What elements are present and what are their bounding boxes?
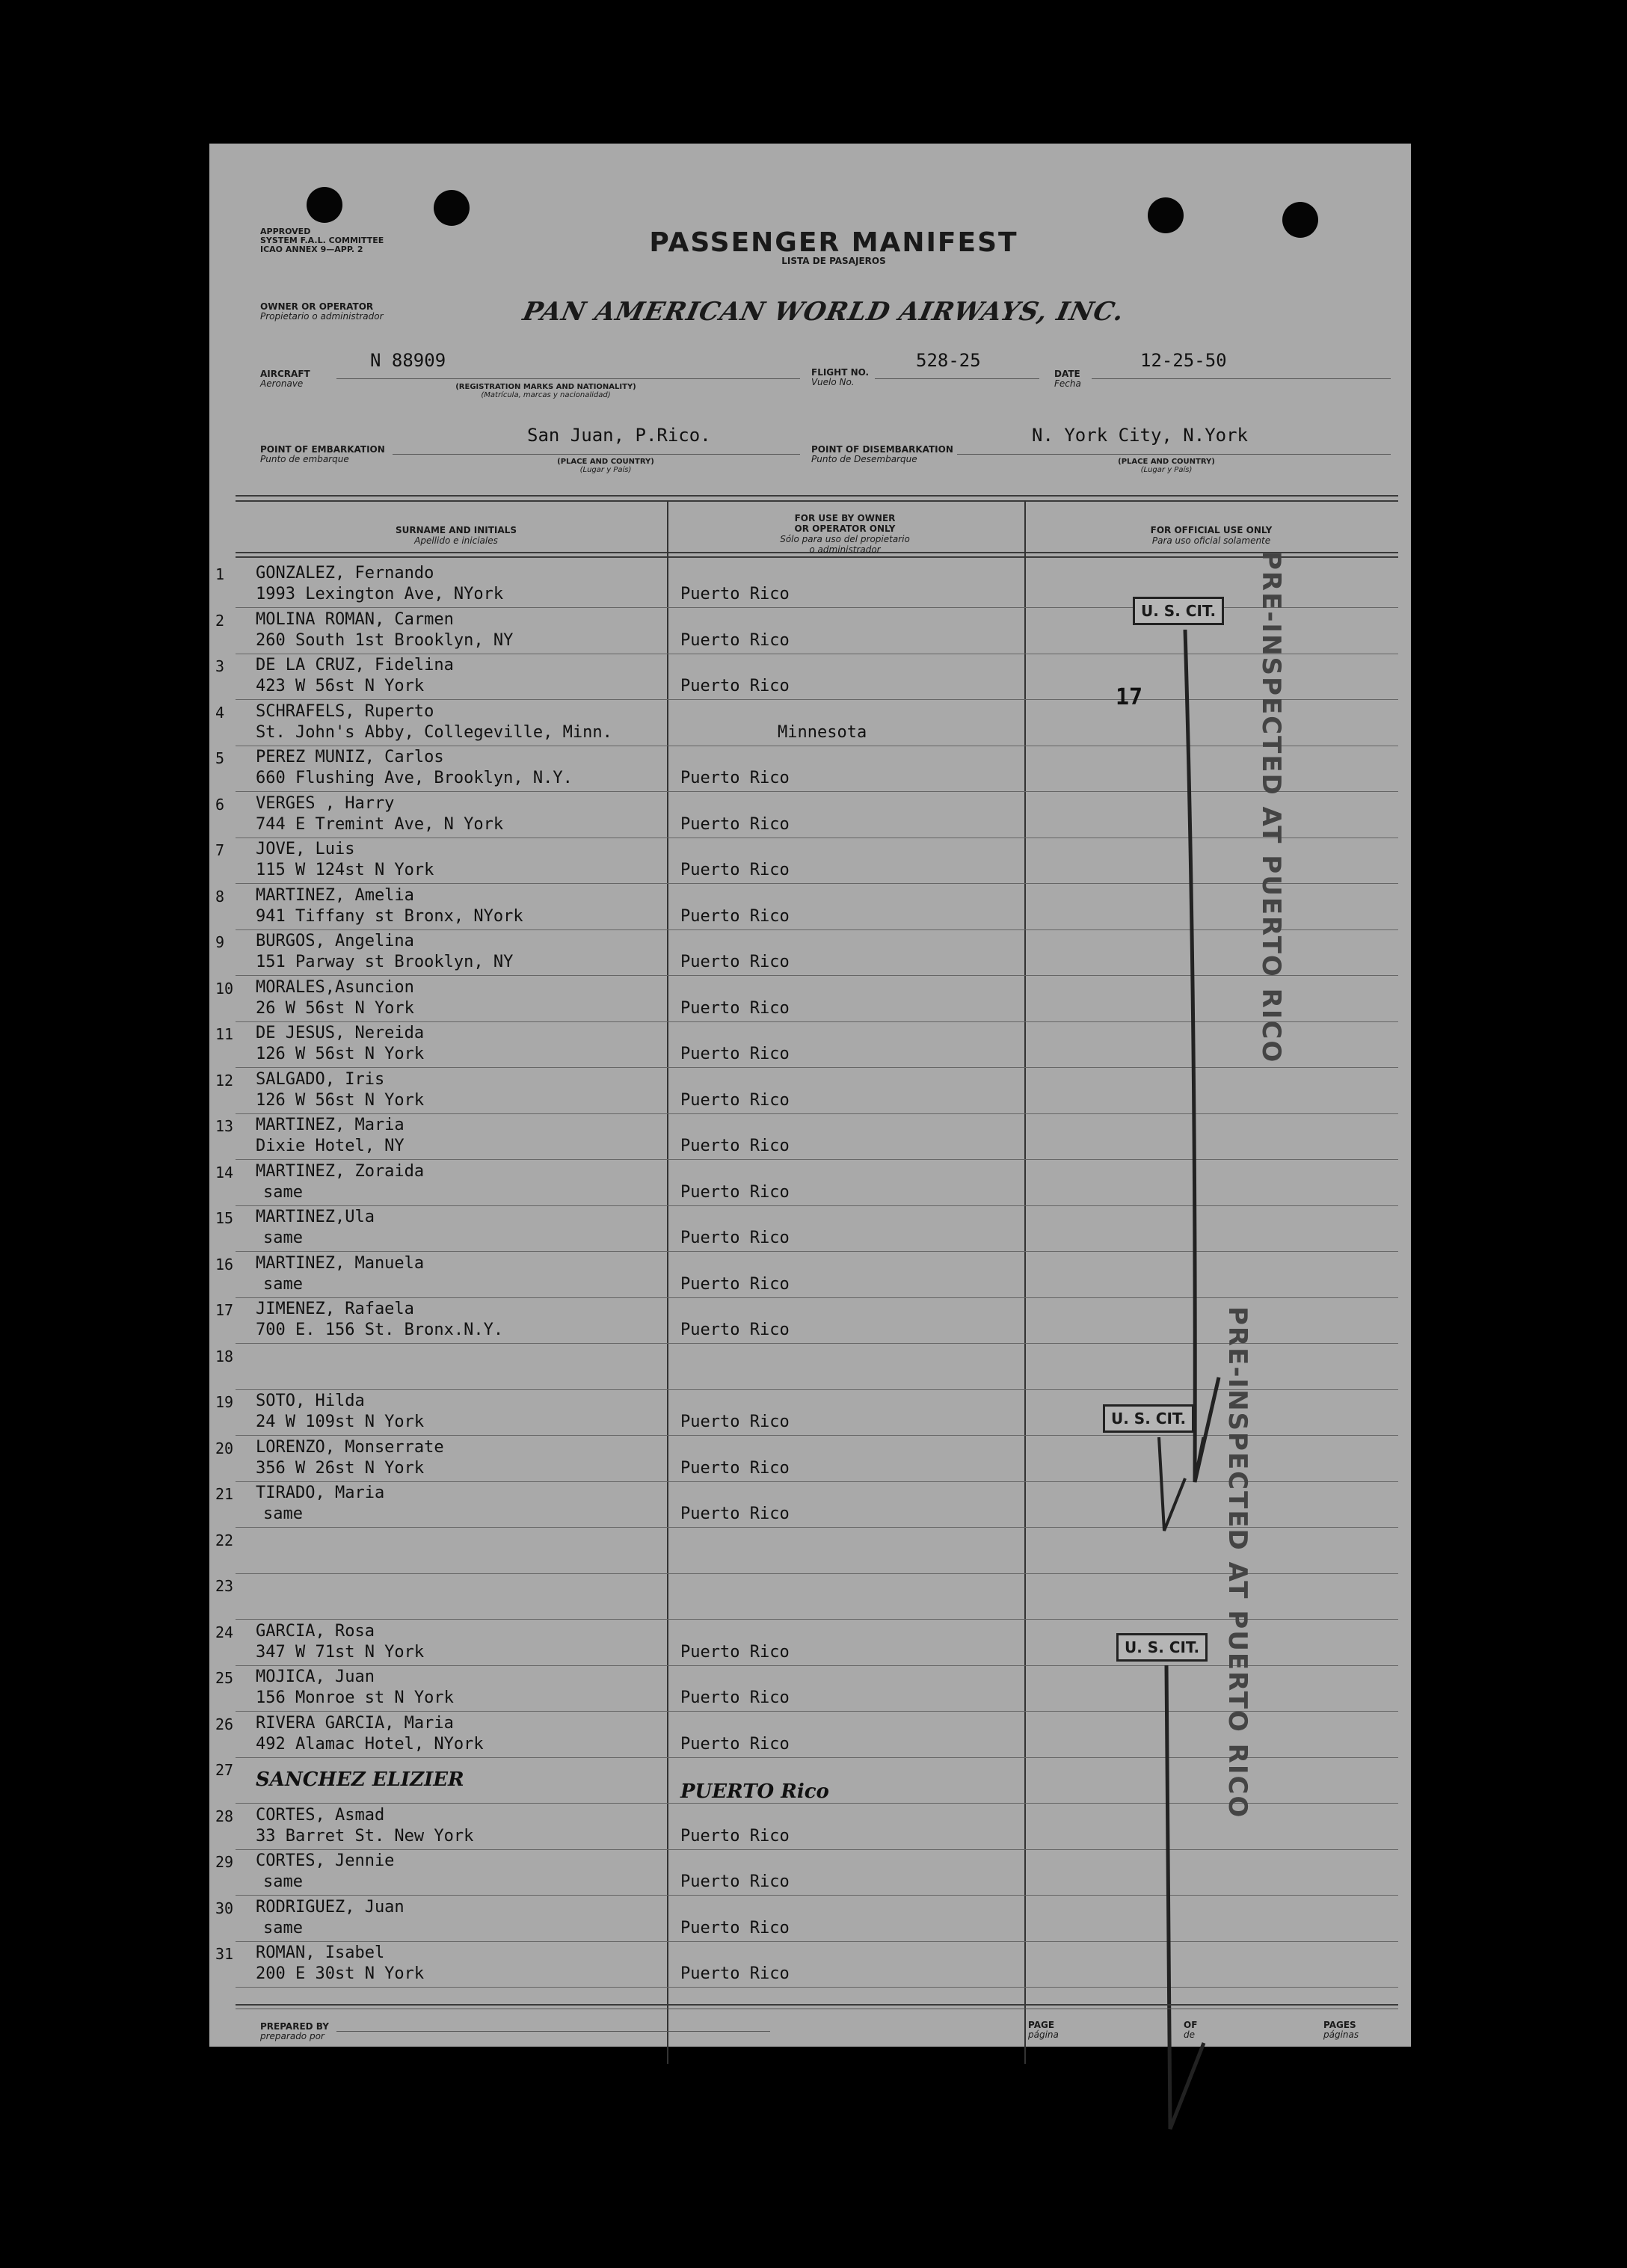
passenger-address: same — [263, 1229, 303, 1247]
preinspected-stamp: PRE-INSPECTED AT PUERTO RICO — [1256, 551, 1286, 1064]
owner-label — [260, 302, 384, 322]
row-number: 17 — [215, 1301, 234, 1319]
pages-label-es: páginas — [1323, 2029, 1359, 2040]
passenger-destination: Puerto Rico — [680, 1091, 790, 1110]
preinspected-stamp: PRE-INSPECTED AT PUERTO RICO — [1222, 1306, 1252, 1819]
check-mark-icon — [1151, 1665, 1211, 2136]
passenger-destination: Puerto Rico — [680, 815, 790, 834]
date-label-en: DATE — [1054, 369, 1080, 379]
passenger-destination: Puerto Rico — [680, 677, 790, 695]
aircraft-note-es: (Matrícula, marcas y nacionalidad) — [481, 391, 611, 399]
passenger-name: DE JESUS, Nereida — [256, 1024, 425, 1042]
flight-label-en: FLIGHT NO. — [811, 367, 870, 378]
passenger-name: MARTINEZ, Maria — [256, 1116, 405, 1134]
passenger-address: 156 Monroe st N York — [256, 1688, 454, 1707]
passenger-destination: Puerto Rico — [680, 1045, 790, 1063]
row-number: 13 — [215, 1117, 234, 1135]
row-number: 9 — [215, 933, 225, 951]
place-note-en: (PLACE AND COUNTRY) — [557, 458, 654, 466]
flight-label-es: Vuelo No. — [811, 377, 855, 387]
row-number: 7 — [215, 841, 225, 859]
disembark-place-note — [1099, 458, 1234, 474]
row-number: 12 — [215, 1072, 234, 1090]
prepared-by-label — [260, 2022, 329, 2041]
aircraft-label-es: Aeronave — [260, 378, 304, 389]
passenger-name: JOVE, Luis — [256, 840, 355, 858]
flight-label — [811, 368, 869, 387]
column-header-owner-use — [673, 513, 1017, 555]
passenger-destination: PUERTO Rico — [680, 1780, 829, 1803]
column-header-surname — [254, 525, 658, 546]
passenger-destination: Puerto Rico — [680, 1137, 790, 1155]
passenger-name: MARTINEZ, Zoraida — [256, 1162, 425, 1181]
passenger-address: same — [263, 1183, 303, 1202]
row-number: 30 — [215, 1899, 234, 1917]
passenger-destination: Minnesota — [778, 723, 867, 742]
passenger-destination: Puerto Rico — [680, 861, 790, 879]
passenger-name: PEREZ MUNIZ, Carlos — [256, 748, 444, 766]
count-note: 17 — [1116, 684, 1143, 710]
passenger-destination: Puerto Rico — [680, 1505, 790, 1523]
page-label-es: página — [1028, 2029, 1059, 2040]
embark-label-en: POINT OF EMBARKATION — [260, 444, 385, 455]
aircraft-underline — [336, 378, 800, 379]
passenger-destination: Puerto Rico — [680, 953, 790, 971]
approval-line: APPROVED — [260, 227, 311, 236]
passenger-name: DE LA CRUZ, Fidelina — [256, 656, 454, 674]
prepared-underline — [336, 2031, 770, 2032]
row-number: 16 — [215, 1256, 234, 1273]
passenger-name: SALGADO, Iris — [256, 1070, 385, 1089]
column-header-official — [1032, 525, 1391, 546]
row-number: 5 — [215, 749, 225, 767]
passenger-name: CORTES, Jennie — [256, 1851, 395, 1870]
page-label — [1028, 2020, 1059, 2040]
disembark-underline — [957, 454, 1391, 455]
aircraft-label-en: AIRCRAFT — [260, 369, 310, 379]
operator-name: PAN AMERICAN WORLD AIRWAYS, INC. — [520, 297, 1128, 327]
passenger-destination: Puerto Rico — [680, 631, 790, 650]
passenger-name: RIVERA GARCIA, Maria — [256, 1714, 454, 1733]
passenger-name: SANCHEZ ELIZIER — [256, 1768, 464, 1791]
passenger-destination: Puerto Rico — [680, 1413, 790, 1431]
passenger-name: MARTINEZ,Ula — [256, 1208, 375, 1226]
embark-label — [260, 445, 385, 464]
of-label — [1184, 2020, 1197, 2040]
row-number: 23 — [215, 1577, 234, 1595]
passenger-address: 151 Parway st Brooklyn, NY — [256, 953, 514, 971]
footer-rule — [236, 2004, 1398, 2006]
us-citizen-stamp: U. S. CIT. — [1133, 597, 1224, 625]
row-number: 27 — [215, 1761, 234, 1779]
punch-hole — [307, 187, 342, 223]
row-number: 28 — [215, 1807, 234, 1825]
aircraft-label — [260, 369, 310, 389]
passenger-address: 347 W 71st N York — [256, 1643, 425, 1662]
passenger-address: 356 W 26st N York — [256, 1459, 425, 1478]
passenger-address: 700 E. 156 St. Bronx.N.Y. — [256, 1321, 504, 1339]
row-number: 8 — [215, 888, 225, 906]
disembark-label — [811, 445, 953, 464]
passenger-address: 126 W 56st N York — [256, 1045, 425, 1063]
row-number: 3 — [215, 657, 225, 675]
passenger-address: same — [263, 1275, 303, 1294]
disembark-label-en: POINT OF DISEMBARKATION — [811, 444, 953, 455]
aircraft-note-en: (REGISTRATION MARKS AND NATIONALITY) — [455, 383, 636, 391]
passenger-name: TIRADO, Maria — [256, 1484, 385, 1502]
punch-hole — [1282, 202, 1318, 238]
passenger-address: 24 W 109st N York — [256, 1413, 425, 1431]
passenger-address: same — [263, 1505, 303, 1523]
passenger-destination: Puerto Rico — [680, 1872, 790, 1891]
us-citizen-stamp: U. S. CIT. — [1103, 1404, 1194, 1433]
flight-underline — [875, 378, 1039, 379]
passenger-name: VERGES , Harry — [256, 794, 395, 813]
passenger-destination: Puerto Rico — [680, 1643, 790, 1662]
passenger-name: GONZALEZ, Fernando — [256, 564, 434, 583]
official-header-es: Para uso oficial solamente — [1151, 535, 1271, 546]
pages-label-en: PAGES — [1323, 2020, 1356, 2030]
table-row — [209, 1850, 1406, 1896]
page-title: PASSENGER MANIFEST — [649, 227, 1018, 258]
date-label — [1054, 369, 1081, 389]
surname-header-es: Apellido e iniciales — [414, 535, 498, 546]
approval-line: ICAO ANNEX 9—APP. 2 — [260, 245, 363, 254]
row-number: 24 — [215, 1623, 234, 1641]
passenger-address: same — [263, 1919, 303, 1937]
approval-block — [260, 227, 384, 254]
passenger-name: LORENZO, Monserrate — [256, 1438, 444, 1457]
passenger-name: SOTO, Hilda — [256, 1392, 365, 1410]
disembark-value: N. York City, N.York — [1032, 425, 1248, 446]
date-underline — [1092, 378, 1391, 379]
passenger-destination: Puerto Rico — [680, 1183, 790, 1202]
us-citizen-stamp: U. S. CIT. — [1116, 1633, 1208, 1662]
row-number: 1 — [215, 565, 225, 583]
passenger-address: Dixie Hotel, NY — [256, 1137, 405, 1155]
row-number: 22 — [215, 1531, 234, 1549]
passenger-address: 126 W 56st N York — [256, 1091, 425, 1110]
passenger-name: MORALES,Asuncion — [256, 978, 414, 997]
passenger-destination: Puerto Rico — [680, 1459, 790, 1478]
disembark-label-es: Punto de Desembarque — [811, 454, 917, 464]
row-number: 18 — [215, 1347, 234, 1365]
row-number: 31 — [215, 1945, 234, 1963]
passenger-destination: Puerto Rico — [680, 1275, 790, 1294]
aircraft-value: N 88909 — [370, 350, 446, 371]
passenger-address: 1993 Lexington Ave, NYork — [256, 585, 504, 603]
flight-value: 528-25 — [916, 350, 981, 371]
row-number: 15 — [215, 1209, 234, 1227]
row-number: 10 — [215, 980, 234, 998]
page-subtitle: LISTA DE PASAJEROS — [781, 256, 886, 266]
passenger-destination: Puerto Rico — [680, 999, 790, 1018]
passenger-address: 26 W 56st N York — [256, 999, 414, 1018]
prepared-label-en: PREPARED BY — [260, 2021, 329, 2032]
passenger-name: MOLINA ROMAN, Carmen — [256, 610, 454, 629]
table-top-rule — [236, 495, 1398, 497]
passenger-destination: Puerto Rico — [680, 1735, 790, 1754]
row-number: 2 — [215, 612, 225, 630]
passenger-name: MARTINEZ, Amelia — [256, 886, 414, 905]
check-mark-icon — [1155, 1437, 1200, 1534]
passenger-name: RODRIGUEZ, Juan — [256, 1898, 405, 1917]
aircraft-note — [449, 383, 643, 399]
of-label-en: OF — [1184, 2020, 1198, 2030]
pages-label — [1323, 2020, 1359, 2040]
row-number: 11 — [215, 1025, 234, 1043]
passenger-destination: Puerto Rico — [680, 585, 790, 603]
punch-hole — [434, 190, 470, 226]
row-number: 14 — [215, 1164, 234, 1181]
approval-line: SYSTEM F.A.L. COMMITTEE — [260, 236, 384, 245]
passenger-address: 33 Barret St. New York — [256, 1827, 474, 1846]
official-header-en: FOR OFFICIAL USE ONLY — [1150, 525, 1273, 535]
passenger-name: JIMENEZ, Rafaela — [256, 1300, 414, 1318]
row-number: 29 — [215, 1853, 234, 1871]
row-number: 26 — [215, 1715, 234, 1733]
passenger-name: MARTINEZ, Manuela — [256, 1254, 425, 1273]
table-head-rule — [236, 556, 1398, 558]
passenger-name: CORTES, Asmad — [256, 1806, 385, 1825]
row-number: 4 — [215, 704, 225, 722]
passenger-name: SCHRAFELS, Ruperto — [256, 702, 434, 721]
passenger-destination: Puerto Rico — [680, 1321, 790, 1339]
passenger-destination: Puerto Rico — [680, 1919, 790, 1937]
check-mark-icon — [1174, 630, 1234, 1490]
table-row — [209, 562, 1406, 609]
date-label-es: Fecha — [1054, 378, 1081, 389]
owner-use-line: FOR USE BY OWNER — [794, 513, 896, 523]
embark-value: San Juan, P.Rico. — [527, 425, 711, 446]
embark-place-note — [538, 458, 673, 474]
passenger-destination: Puerto Rico — [680, 1827, 790, 1846]
owner-use-es-line: Sólo para uso del propietario — [780, 534, 910, 544]
owner-label-es: Propietario o administrador — [260, 311, 384, 322]
passenger-address: 423 W 56st N York — [256, 677, 425, 695]
passenger-name: GARCIA, Rosa — [256, 1622, 375, 1641]
row-number: 20 — [215, 1439, 234, 1457]
of-label-es: de — [1184, 2029, 1195, 2040]
place-note-es: (Lugar y País) — [1140, 466, 1193, 474]
surname-header-en: SURNAME AND INITIALS — [396, 525, 517, 535]
passenger-address: 492 Alamac Hotel, NYork — [256, 1735, 484, 1754]
passenger-address: 744 E Tremint Ave, N York — [256, 815, 504, 834]
passenger-name: MOJICA, Juan — [256, 1668, 375, 1686]
row-number: 6 — [215, 796, 225, 814]
table-top-rule — [236, 500, 1398, 502]
passenger-address: 200 E 30st N York — [256, 1964, 425, 1983]
passenger-destination: Puerto Rico — [680, 769, 790, 787]
place-note-en: (PLACE AND COUNTRY) — [1118, 458, 1215, 466]
passenger-destination: Puerto Rico — [680, 1688, 790, 1707]
row-number: 25 — [215, 1669, 234, 1687]
page-label-en: PAGE — [1028, 2020, 1055, 2030]
embark-underline — [393, 454, 800, 455]
passenger-destination: Puerto Rico — [680, 1229, 790, 1247]
owner-use-es-line: o administrador — [809, 544, 881, 555]
manifest-sheet — [209, 144, 1411, 2047]
passenger-destination: Puerto Rico — [680, 907, 790, 926]
passenger-address: same — [263, 1872, 303, 1891]
date-value: 12-25-50 — [1140, 350, 1227, 371]
passenger-address: 660 Flushing Ave, Brooklyn, N.Y. — [256, 769, 573, 787]
prepared-label-es: preparado por — [260, 2031, 325, 2041]
table-row — [209, 1896, 1406, 1943]
passenger-address: 941 Tiffany st Bronx, NYork — [256, 907, 523, 926]
passenger-address: 115 W 124st N York — [256, 861, 434, 879]
punch-hole — [1148, 197, 1184, 233]
owner-label-en: OWNER OR OPERATOR — [260, 301, 374, 312]
owner-use-line: OR OPERATOR ONLY — [794, 523, 896, 534]
passenger-address: St. John's Abby, Collegeville, Minn. — [256, 723, 612, 742]
passenger-name: BURGOS, Angelina — [256, 932, 414, 950]
embark-label-es: Punto de embarque — [260, 454, 349, 464]
table-row — [209, 1942, 1406, 1988]
place-note-es: (Lugar y País) — [579, 466, 632, 474]
passenger-destination: Puerto Rico — [680, 1964, 790, 1983]
passenger-name: ROMAN, Isabel — [256, 1943, 385, 1962]
row-number: 19 — [215, 1393, 234, 1411]
row-number: 21 — [215, 1485, 234, 1503]
passenger-address: 260 South 1st Brooklyn, NY — [256, 631, 514, 650]
